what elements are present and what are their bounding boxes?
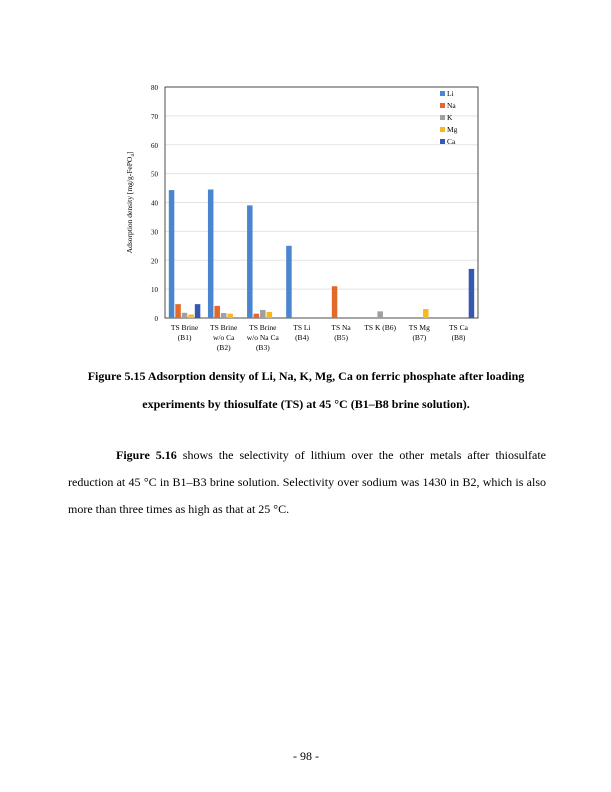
legend-swatch-na — [440, 103, 445, 108]
legend-swatch-k — [440, 115, 445, 120]
bar-mg — [267, 312, 273, 318]
x-tick-label: TS Brine — [249, 323, 277, 332]
bar-k — [221, 313, 227, 318]
figure-caption-line2: experiments by thiosulfate (TS) at 45 °C (B1–B8 brine solution). — [142, 397, 470, 411]
bar-li — [247, 205, 253, 318]
y-tick-label: 70 — [151, 112, 158, 121]
x-tick-label: w/o Ca — [212, 333, 235, 342]
page-number: - 98 - — [293, 749, 319, 763]
legend-label-ca: Ca — [447, 137, 456, 146]
x-tick-label: (B2) — [216, 343, 231, 352]
x-tick-label: (B3) — [255, 343, 270, 352]
body-paragraph — [68, 442, 546, 523]
x-tick-label: TS Mg — [408, 323, 430, 332]
bar-ca — [195, 304, 201, 318]
legend-swatch-li — [440, 91, 445, 96]
bar-na — [214, 306, 220, 318]
y-tick-label: 80 — [151, 84, 158, 92]
y-tick-label: 50 — [151, 170, 158, 179]
bar-na — [332, 286, 338, 318]
bar-ca — [469, 269, 475, 318]
legend-label-k: K — [447, 113, 453, 122]
x-tick-label: (B5) — [334, 333, 348, 342]
x-tick-label: TS Na — [331, 323, 351, 332]
x-tick-label: w/o Na Ca — [246, 333, 279, 342]
legend-swatch-ca — [440, 139, 445, 144]
body-text: shows the selectivity of lithium over the other metals after thiosulfate reduction at 45 °C in B1–B3 brine solution. Selectivity over sodium was 1430 in B2, which is also more than three times as high as that at 25 °C. — [68, 448, 546, 516]
bar-na — [254, 314, 260, 318]
adsorption-bar-chart — [0, 0, 612, 360]
x-tick-label: (B8) — [451, 333, 466, 342]
figure-caption-line1: Figure 5.15 Adsorption density of Li, Na, K, Mg, Ca on ferric phosphate after loading — [87, 369, 525, 383]
x-tick-label: (B7) — [412, 333, 427, 342]
y-axis-label: Adsorption density [mg/g-FePO$_4$] — [125, 151, 136, 254]
x-tick-label: TS Brine — [210, 323, 238, 332]
x-tick-label: TS Li — [293, 323, 311, 332]
y-tick-label: 20 — [151, 257, 158, 266]
legend-label-mg: Mg — [447, 125, 458, 134]
x-tick-label: TS K (B6) — [364, 323, 397, 332]
bar-k — [260, 310, 266, 318]
bar-li — [169, 190, 175, 318]
y-tick-label: 0 — [154, 315, 158, 323]
x-tick-label: (B1) — [177, 333, 192, 342]
figure-reference: Figure 5.16 — [116, 448, 177, 462]
y-tick-label: 10 — [151, 286, 158, 295]
bar-li — [286, 246, 292, 318]
bar-mg — [227, 314, 233, 318]
y-tick-label: 30 — [151, 228, 158, 237]
bar-li — [208, 190, 214, 318]
y-tick-label: 60 — [151, 141, 158, 150]
legend-label-li: Li — [447, 89, 454, 98]
x-tick-label: (B4) — [295, 333, 309, 342]
bar-mg — [423, 309, 429, 318]
legend-label-na: Na — [447, 101, 456, 110]
x-tick-label: TS Ca — [448, 323, 468, 332]
legend-swatch-mg — [440, 127, 445, 132]
bar-k — [377, 311, 383, 318]
bar-mg — [188, 315, 194, 318]
bar-na — [175, 304, 181, 318]
x-tick-label: TS Brine — [170, 323, 199, 332]
bar-k — [182, 313, 188, 318]
y-tick-label: 40 — [151, 199, 158, 208]
